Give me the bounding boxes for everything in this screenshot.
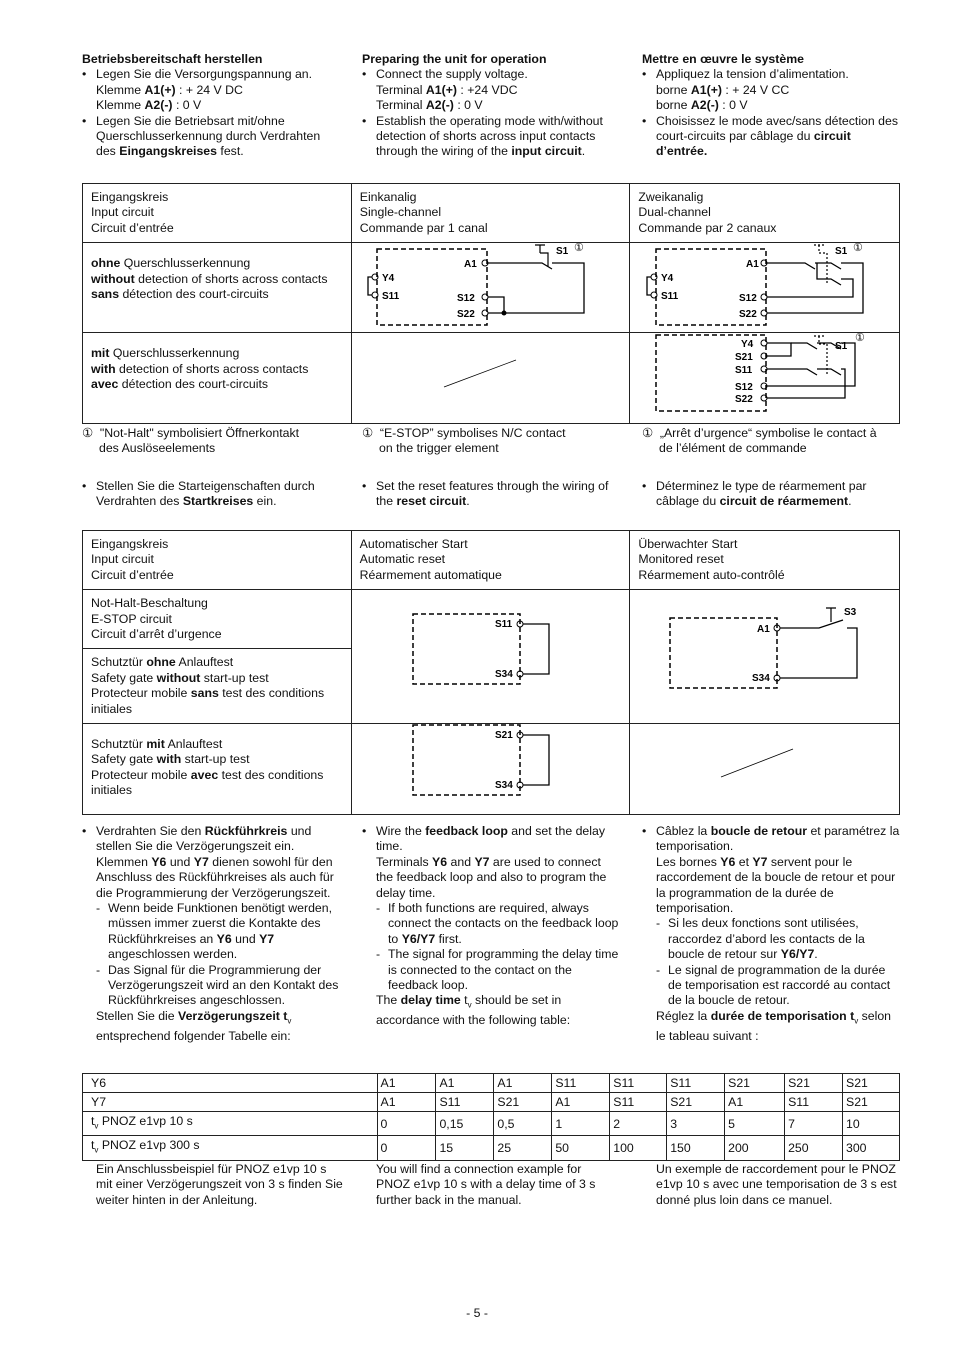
terminal-label: A1 [464,259,477,270]
wiring-diagram-dual-channel-detection [631,330,901,420]
wiring-diagram-gate-startup-test [352,714,630,804]
terminal-label: A1 [746,259,759,270]
terminal-label: S22 [735,394,753,405]
feedback-fr: • Câblez la boucle de retour et paramétrez la temporisation. Les bornes Y6 et Y7 servent pour le raccordement de la boucle de retour et pour la programmation de la durée de temporisation. - Si les deux fonctions sont utilisées, raccordez d’abord les contacts de la boucle de retour sur Y6/Y7. - Le signal de programmation de la durée de temporisation est raccordé au contact de la boucle de retour. Réglez la durée de temporisation $t_v$ selon le tableau suivant : [642,824,900,1044]
closing-en: You will find a connection example for PNOZ e1vp 10 s with a delay time of 3 s further back in the manual. [376,1162,596,1207]
terminal-label: S12 [739,293,757,304]
note-mark: ① [853,242,863,254]
switch-label: S3 [844,607,857,618]
table-cell: mit Querschlusserkennung with detection of shorts across contacts avec détection des court-circuits [83,333,352,424]
switch-label: S1 [556,246,569,257]
terminal-label: Y4 [382,273,395,284]
footnote-de: ① "Not-Halt" symbolisiert Öffnerkontakt des Auslöseelements [82,426,300,456]
reset-intro-de: • Stellen Sie die Starteigenschaften durch Verdrahten des Startkreises ein. [82,479,340,510]
terminal-label: S11 [661,291,679,302]
note-mark: ① [855,332,865,344]
terminal-label: S34 [495,669,513,680]
intro-de [82,52,340,160]
terminal-label: S21 [735,352,753,363]
table-row: $t_v$ PNOZ e1vp 10 s 0 0,15 0,5 1 2 3 5 7 10 [83,1112,900,1136]
table-header-cell: Überwachter Start Monitored reset Réarmement auto-contrôlé [630,531,900,590]
intro-heading: Betriebsbereitschaft herstellen [82,52,263,66]
terminal-label: S12 [735,382,753,393]
terminal-label: S11 [382,291,400,302]
intro-heading: Mettre en œuvre le système [642,52,804,66]
closing-de: Ein Anschlussbeispiel für PNOZ e1vp 10 s mit einer Verzögerungszeit von 3 s finden Sie weiter hinten in der Anleitung. [96,1162,343,1207]
table-header-cell: Eingangskreis Input circuit Circuit d’entrée [83,184,352,243]
list-item: • Legen Sie die Betriebsart mit/ohne Querschlusserkennung durch Verdrahten des Eingangskreises fest. [82,114,340,160]
reset-intro-en: • Set the reset features through the wiring of the reset circuit. [362,479,624,510]
footnote-en: ① “E-STOP” symbolises N/C contact on the trigger element [362,426,566,456]
list-item: • Connect the supply voltage. Terminal A1(+) : +24 VDC Terminal A2(-) : 0 V [362,67,620,113]
table-cell: Not-Halt-Beschaltung E-STOP circuit Circuit d’arrêt d’urgence [83,590,352,649]
wiring-diagram-dual-channel [631,239,901,329]
wiring-diagram-automatic-reset [352,600,630,700]
terminal-label: S21 [495,730,513,741]
terminal-label: Y4 [741,339,754,350]
closing-fr: Un exemple de raccordement pour le PNOZ e1vp 10 s avec une temporisation de 3 s est donné plus loin dans ce manuel. [656,1162,897,1207]
intro-heading: Preparing the unit for operation [362,52,547,66]
terminal-label: S34 [495,780,513,791]
table-cell: ohne Querschlusserkennung without detection of shorts across contacts sans détection des court-circuits [83,243,352,333]
wiring-diagram-monitored-reset [631,600,901,700]
table-cell: Schutztür ohne Anlauftest Safety gate without start-up test Protecteur mobile sans test des conditions initiales [83,649,352,724]
terminal-label: S11 [735,365,753,376]
terminal-label: S22 [739,309,757,320]
terminal-label: S22 [457,309,475,320]
list-item: • Appliquez la tension d’alimentation. borne A1(+) : + 24 V CC borne A2(-) : 0 V [642,67,898,113]
table-row: $t_v$ PNOZ e1vp 300 s 0 15 25 50 100 150 200 250 300 [83,1136,900,1160]
table-header-cell: Automatischer Start Automatic reset Réarmement automatique [351,531,630,590]
page-number: - 5 - [466,1306,488,1320]
intro-en [362,52,620,160]
table-row: Y7 A1 S11 S21 A1 S11 S21 A1 S11 S21 [83,1093,900,1112]
note-mark: ① [574,242,584,254]
feedback-en: • Wire the feedback loop and set the delay time. Terminals Y6 and Y7 are used to connect the feedback loop and also to program the delay time. - If both functions are required, always connect the contacts on the feedback loop to Y6/Y7 first. - The signal for programming the delay time is connected to the contact on the feedback loop. The delay time $t_v$ should be set in accordance with the following table: [362,824,620,1029]
footnote-fr: ① „Arrêt d’urgence“ symbolise le contact à de l’élément de commande [642,426,877,456]
switch-label: S1 [835,246,848,257]
list-item: • Establish the operating mode with/without detection of shorts across input contacts through the wiring of the input circuit. [362,114,620,160]
wiring-diagram-single-channel [352,239,630,329]
not-applicable-mark [631,714,901,804]
delay-time-table [82,1073,900,1161]
list-item: • Legen Sie die Versorgungspannung an. Klemme A1(+) : + 24 V DC Klemme A2(-) : 0 V [82,67,340,113]
table-header-cell: Eingangskreis Input circuit Circuit d’entrée [83,531,352,590]
table-cell: Schutztür mit Anlauftest Safety gate with start-up test Protecteur mobile avec test des conditions initiales [83,724,352,815]
table-header-cell: Zweikanalig Dual-channel Commande par 2 canaux [630,184,900,243]
terminal-label: S34 [752,673,770,684]
list-item: • Choisissez le mode avec/sans détection des court-circuits par câblage du circuit d’entrée. [642,114,898,160]
switch-label: S1 [835,341,848,352]
table-row: Y6 A1 A1 A1 S11 S11 S11 S21 S21 S21 [83,1074,900,1093]
terminal-label: S11 [495,619,513,630]
table-header-cell: Einkanalig Single-channel Commande par 1 canal [351,184,630,243]
terminal-label: Y4 [661,273,674,284]
reset-intro-fr: • Déterminez le type de réarmement par câblage du circuit de réarmement. [642,479,898,510]
terminal-label: A1 [757,624,770,635]
feedback-de: • Verdrahten Sie den Rückführkreis und stellen Sie die Verzögerungszeit ein. Klemmen Y6 und Y7 dienen sowohl für den Anschluss des Rückführkreises als auch für die Programmierung der Verzögerungszeit. - Wenn beide Funktionen benötigt werden, müssen immer zuerst die Kontakte des Rückführkreises an Y6 und Y7 angeschlossen werden. - Das Signal für die Programmierung der Verzögerungszeit wird an den Kontakt des Rückführkreises angeschlossen. Stellen Sie die Verzögerungszeit $t_v$ entsprechend folgender Tabelle ein: [82,824,340,1044]
not-applicable-mark [352,330,630,420]
intro-fr [642,52,898,160]
terminal-label: S12 [457,293,475,304]
